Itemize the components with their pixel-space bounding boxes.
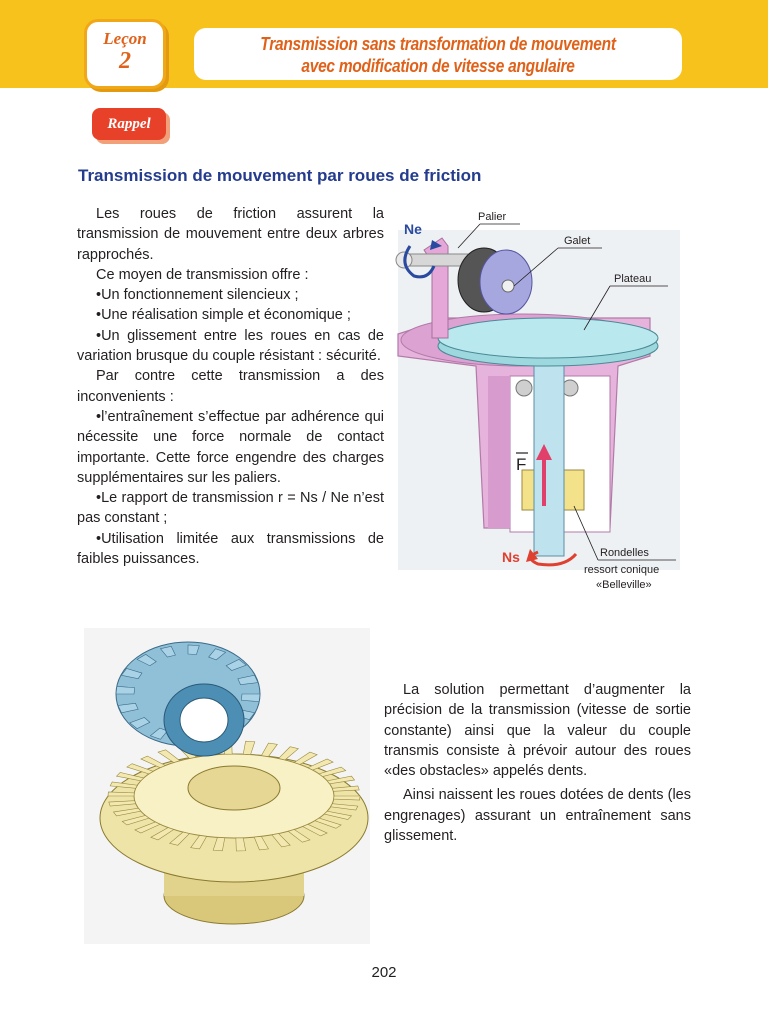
- list-item: •Une réalisation simple et économique ;: [96, 307, 351, 324]
- rondelles-label: Rondelles: [600, 547, 649, 559]
- section-title: Transmission de mouvement par roues de friction: [78, 166, 482, 185]
- paragraph: La solution permettant d’augmenter la précision de la transmission (vitesse de sortie constante) ainsi que la valeur du couple transmis consiste à prévoir autour des roues «des obstacles» appelés dents.: [384, 682, 691, 780]
- housing-wall: [488, 376, 510, 528]
- friction-wheel-figure: [388, 206, 688, 600]
- lesson-badge: [84, 19, 166, 89]
- lesson-title-line1: Transmission sans transformation de mouvement: [260, 34, 616, 54]
- lesson-word: Leçon: [103, 29, 147, 48]
- list-item: •Utilisation limitée aux transmissions de faibles puissances.: [77, 530, 384, 568]
- gear-tooth: [108, 792, 134, 796]
- page-number: 202: [371, 964, 397, 981]
- lesson-number: 2: [119, 48, 131, 74]
- lesson-title: [194, 28, 682, 80]
- list-item: •Un fonctionnement silencieux ;: [96, 287, 299, 304]
- friction-text: [77, 204, 384, 569]
- ns-label: Ns: [502, 549, 520, 565]
- gear-text: [384, 680, 691, 846]
- gear-tooth: [241, 694, 260, 702]
- paragraph: Les roues de friction assurent la transmission de mouvement entre deux arbres rapprochés.: [77, 206, 384, 263]
- galet-label: Galet: [564, 235, 591, 247]
- plateau-top: [438, 318, 658, 358]
- list-item: •l’entraînement s’effectue par adhérence qui nécessite une force normale de contact importante. Cette force engendre des charges supplémentaires sur les paliers.: [77, 408, 384, 486]
- rappel-tag: Rappel: [92, 108, 166, 140]
- rondelles-label: «Belleville»: [596, 579, 652, 591]
- palier-label: Palier: [478, 211, 507, 223]
- force-label: F: [516, 455, 527, 474]
- gear-tooth: [116, 686, 135, 694]
- ne-label: Ne: [404, 221, 422, 237]
- plateau-label: Plateau: [614, 273, 652, 285]
- rondelles-label: ressort conique: [584, 564, 660, 576]
- small-gear-bore: [180, 698, 228, 742]
- paragraph: Par contre cette transmission a des inconvenients :: [77, 368, 384, 405]
- large-gear-bore: [188, 766, 280, 810]
- bearing-ball: [516, 380, 532, 396]
- bevel-gears-figure: [84, 628, 370, 944]
- list-item: •Le rapport de transmission r = Ns / Ne n’est pas constant ;: [77, 490, 384, 527]
- paragraph: Ce moyen de transmission offre :: [96, 266, 309, 283]
- lesson-title-line2: avec modification de vitesse angulaire: [301, 56, 575, 76]
- list-item: •Un glissement entre les roues en cas de variation brusque du couple résistant : sécurité.: [77, 327, 384, 365]
- gear-tooth: [334, 796, 360, 800]
- galet-hub: [502, 280, 514, 292]
- paragraph: Ainsi naissent les roues dotées de dents (les engrenages) assurant un entraînement sans glissement.: [384, 787, 691, 845]
